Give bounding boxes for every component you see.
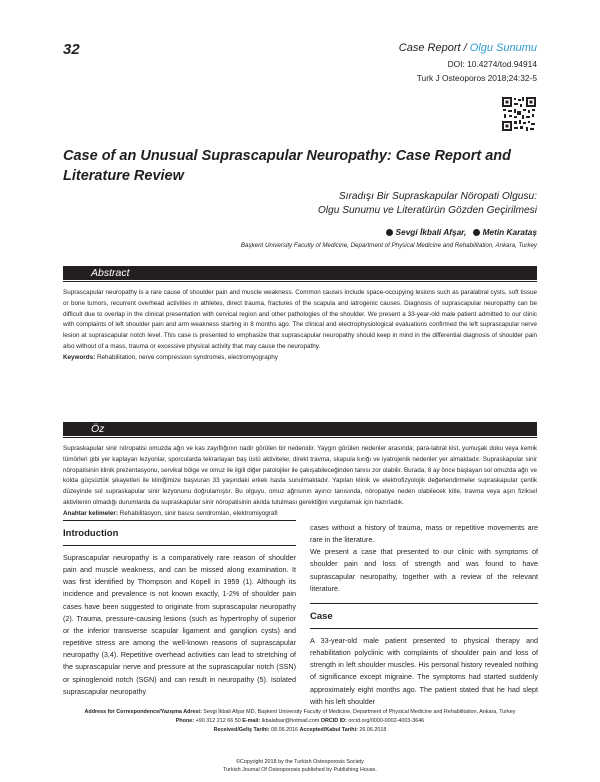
- affiliation: Başkent University Faculty of Medicine, Department of Physical Medicine and Rehabilitation, Ankara, Turkey: [240, 242, 537, 249]
- received-date: 08.06.2016: [271, 727, 299, 733]
- abstract-body: [63, 288, 537, 364]
- intro-rule-top: [63, 520, 296, 521]
- case-rule-top: [310, 603, 538, 604]
- authors: [386, 227, 537, 237]
- abstract-rule: [63, 281, 537, 282]
- address-line: [63, 708, 537, 717]
- oz-rule: [63, 437, 537, 438]
- anahtar-kelimeler-label: Anahtar kelimeler:: [63, 509, 118, 517]
- introduction-heading: Introduction: [63, 528, 119, 539]
- contact-line: [63, 717, 537, 726]
- introduction-section: [63, 520, 296, 698]
- email-label: E-mail:: [242, 718, 261, 724]
- orcid-icon[interactable]: [386, 229, 393, 236]
- author-1: Sevgi İkbali Afşar,: [395, 227, 467, 237]
- intro-rule-bottom: [63, 545, 296, 546]
- doi[interactable]: DOI: 10.4274/tod.94914: [447, 59, 537, 69]
- phone: +90 312 212 66 50: [195, 718, 241, 724]
- accepted-date: 26.06.2018: [359, 727, 387, 733]
- orcid-label: ORCID ID:: [320, 718, 347, 724]
- right-para-2: We present a case that presented to our clinic with symptoms of shoulder pain and loss of strength and was found to have suprascapular neuropathy, together with a review of the relevant literature.: [310, 547, 538, 593]
- correspondence-footer: [63, 708, 537, 735]
- author-2: Metin Karataş: [482, 227, 537, 237]
- dates-line: [63, 726, 537, 735]
- keywords-label: Keywords:: [63, 353, 96, 361]
- copyright-line-1: ©Copyright 2018 by the Turkish Osteoporosis Society: [235, 759, 365, 765]
- email[interactable]: ikbalafsar@hotmail.com: [261, 718, 320, 724]
- received-label: Received/Geliş Tarihi:: [213, 727, 270, 733]
- page-number: 32: [63, 41, 80, 58]
- article-type-en: Case Report /: [398, 42, 467, 54]
- article-subtitle: [157, 190, 537, 218]
- abstract-heading: Abstract: [63, 266, 537, 280]
- article-type: [399, 42, 537, 54]
- anahtar-kelimeler: Rehabilitasyon, sinir basısı sendromları, elektromiyografi: [119, 509, 278, 517]
- introduction-text: Suprascapular neuropathy is a comparatively rare reason of shoulder pain and muscle weakness, and can be missed along examination. It was first identified by Thompson and Kopell in 1959 (1). Although its incidence and prevalence is not known exactly, 1-2% of shoulder pain cases have been suggested to originate from suprascapular neuropathy (2). Trauma, pressure-causing lesions (such as hypertrophy of superior or the inferior transverse scapular ligament and ganglion cysts) and repetitive stress are among the well-known reasons of suprascapular neuropathy (3,4). Repetitive overhead activities can lead to stretching of the suprascapular nerve and pressure at the suprascapular notch (SSN) or spinoglenoid notch (SGN) and can result in neuropathy (5). Isolated suprascapular neuropathy: [63, 553, 296, 696]
- address: Sevgi İkbali Afşar MD, Başkent University Faculty of Medicine, Department of Physical Medicine and Rehabilitation, Ankara, Turkey: [203, 709, 516, 715]
- keywords: Rehabilitation, nerve compression syndromes, electromyography: [96, 353, 278, 361]
- right-para-1: cases without a history of trauma, mass or repetitive movements are rare in the literature.: [310, 523, 538, 545]
- right-column-top: [310, 522, 538, 595]
- case-section: [310, 603, 538, 708]
- article-type-tr: Olgu Sunumu: [469, 42, 537, 54]
- phone-label: Phone:: [175, 718, 195, 724]
- case-text: A 33-year-old male patient presented to physical therapy and rehabilitation polyclinic with complaints of shoulder pain and loss of strength in left shoulder muscles. His personal history revealed nothing of significance except migraine. The symptoms had started suddenly approximately eight months ago. The patient stated that he had slept with his left shoulder: [310, 636, 538, 706]
- oz-body: [63, 444, 537, 520]
- oz-heading: Öz: [63, 422, 537, 436]
- abstract-text: Suprascapular neuropathy is a rare cause of shoulder pain and muscle weakness. Common causes include space-occupying lesions such as paralabral cysts, soft tissue or bone tumors, recurrent overhead activities in athletes, direct trauma, fractures of the scapula and iatrogenic causes. Diagnosis of suprascapular neuropathy can be difficult due to overlap in the clinical presentation with cervical region and other pathologies of the shoulder. We present a 33-year-old male patient admitted to our clinic with complaints of left shoulder pain and arm weakness starting in 8 months ago. The clinical and electrophysiological evaluations confirmed the left suprascapular nerve lesion at suprascapular notch level. This case is presented to emphasize that suprascapular neuropathy should keep in mind in the differential diagnosis of shoulder pain also without of a mass, trauma or excessive physical activity that may cause the neuropathy.: [63, 289, 537, 350]
- journal-ref: Turk J Osteoporos 2018;24:32-5: [416, 73, 537, 83]
- case-rule-bottom: [310, 628, 538, 629]
- address-label: Address for Correspondence/Yazışma Adresi:: [84, 709, 202, 715]
- copyright-line-2: Turkish Journal Of Osteoporosis published by Publishing House.: [223, 767, 377, 773]
- article-title: Case of an Unusual Suprascapular Neuropathy: Case Report and Literature Review: [63, 148, 511, 184]
- copyright: [63, 758, 537, 774]
- accepted-label: Accepted/Kabul Tarihi:: [299, 727, 358, 733]
- subtitle-line-2: Olgu Sunumu ve Literatürün Gözden Geçirilmesi: [317, 205, 537, 216]
- orcid-link[interactable]: orcid.org/0000-0002-4003-3646: [348, 718, 425, 724]
- orcid-icon[interactable]: [473, 229, 480, 236]
- qr-code-icon: [502, 97, 536, 131]
- case-heading: Case: [310, 611, 333, 622]
- subtitle-line-1: Sıradışı Bir Supraskapular Nöropati Olgusu:: [338, 191, 537, 202]
- oz-text: Supraskapular sinir nöropatisi omuzda ağrı ve kas zayıflığının nadir görülen bir nedenidir. Yaygın görülen nedenler arasında; para-labral kist, yumuşak doku veya kemik tümörleri gibi yer kaplayan lezyonlar, sporcularda tekrarlayan baş üstü aktiviteler, direkt travma, skapula kırığı ve iyatrojenik nedenler yer almaktadır. Supraskapular sinir nöropatisinin klinik prezentasyonu, servikal bölge ve omuz ile ilgili diğer patolojiler ile çakışabileceğinden tanısı zor olabilir. Burada; 8 ay önce başlayan sol omuzda ağrı ve kolda güçsüzlük şikayetleri ile kliniğimize başvuran 33 yaşındaki erkek hasta sunulmaktadır. Yapılan klinik ve elektrofizyolojik değerlendirmeler supraskapular çentik düzeyinde sol supraskapular sinir lezyonunu doğrulamıştır. Bu olguyu, omuz ağrısının ayırıcı tanısında, nöropatiye neden olabilecek kitle, travma veya aşırı fiziksel aktivitenin olmadığı durumlarda da supraskapular sinir nöropatisinin akılda tutulması gerektiğini vurgulamak için hazırladık.: [63, 445, 537, 506]
